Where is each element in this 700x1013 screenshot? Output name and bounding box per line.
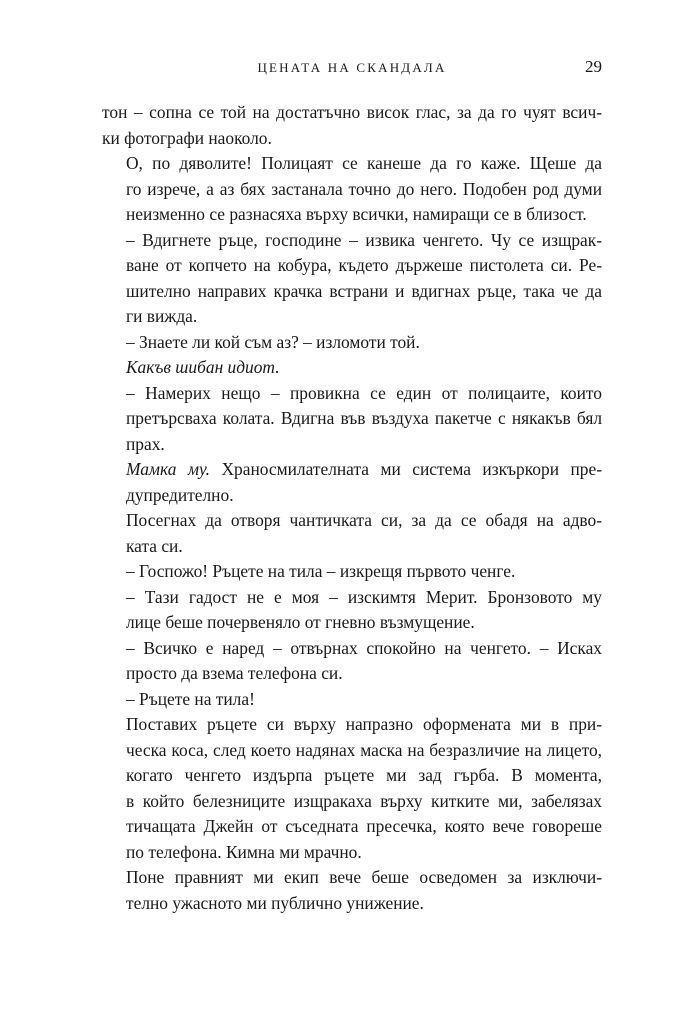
text-line: ката си. — [126, 535, 183, 556]
paragraph — [102, 381, 602, 458]
italic-thought: Какъв шибан идиот. — [126, 357, 280, 377]
italic-thought: Мамка му. — [126, 459, 210, 479]
text-line: в който белезниците изщракаха върху китките ми, забелязах — [126, 790, 602, 811]
text-line: ване от копчето на кобура, където държеше пистолета си. Ре- — [126, 255, 602, 275]
text-line — [102, 355, 602, 381]
text-line: го изрече, а аз бях застанала точно до него. Подобен род думи — [126, 178, 602, 199]
paragraph — [102, 636, 602, 687]
paragraph — [102, 355, 602, 381]
text-line: неизменно се разнасяха върху всички, намиращи се в близост. — [126, 204, 587, 224]
text-line: Посегнах да отворя чантичката си, за да се обадя на адво- — [126, 510, 602, 530]
text-line: – Намерих нещо – провикна се един от полицаите, които — [126, 382, 602, 403]
text-line: – Знаете ли кой съм аз? – изломоти той. — [126, 331, 420, 352]
paragraph — [102, 585, 602, 636]
text-line: телно ужасното ми публично унижение. — [126, 892, 424, 913]
paragraph — [102, 687, 602, 713]
text-line: просто да взема телефона си. — [126, 663, 343, 683]
text-line: – Госпожо! Ръцете на тила – изкрещя първото ченге. — [126, 561, 516, 581]
text-line: лице беше почервеняло от гневно възмущение. — [126, 612, 475, 632]
text-line: ги вижда. — [126, 306, 198, 326]
text-line: – Вдигнете ръце, господине – извика ченгето. Чу се изщрак- — [126, 229, 602, 250]
text-line: О, по дяволите! Полицаят се канеше да го каже. Щеше да — [126, 153, 602, 173]
text-line: – Ръцете на тила! — [126, 688, 255, 709]
text-line: – Тази гадост не е моя – изскимтя Мерит. Бронзовото му — [126, 586, 602, 607]
text-line: когато ченгето издърпа ръцете ми зад гърба. В момента, — [126, 765, 602, 785]
text-line: тон – сопна се той на достатъчно висок глас, за да го чуят всич- — [102, 102, 602, 122]
running-header — [102, 58, 602, 82]
paragraph — [102, 457, 602, 508]
paragraph — [102, 865, 602, 916]
text-run: Храносмилателната ми система изкъркори пре- — [210, 459, 602, 479]
paragraph — [102, 559, 602, 585]
paragraph — [102, 712, 602, 865]
paragraph — [102, 100, 602, 151]
paragraph — [102, 151, 602, 228]
text-line: Поставих ръцете си върху напразно оформената ми в при- — [126, 714, 602, 734]
text-line: ческа коса, след което надянах маска на безразличие на лицето, — [126, 739, 602, 760]
paragraph — [102, 508, 602, 559]
text-line: Поне правният ми екип вече беше осведомен за изключи- — [126, 867, 602, 887]
text-line — [102, 457, 602, 483]
page-number: 29 — [585, 57, 602, 76]
text-line: шително направих крачка встрани и вдигнах ръце, така че да — [126, 280, 602, 301]
running-title: ЦЕНАТА НА СКАНДАЛА — [257, 60, 447, 75]
paragraph — [102, 228, 602, 330]
text-line: – Всичко е наред – отвърнах спокойно на ченгето. – Исках — [126, 637, 602, 658]
paragraph — [102, 330, 602, 356]
text-line: тичащата Джейн от съседната пресечка, която вече говореше — [126, 816, 602, 836]
text-line: претърсваха колата. Вдигна във въздуха пакетче с някакъв бял — [126, 408, 602, 428]
text-line: прах. — [126, 433, 165, 454]
text-line: по телефона. Кимна ми мрачно. — [126, 841, 362, 862]
text-line: ки фотографи наоколо. — [102, 127, 272, 148]
text-line: дупредително. — [126, 484, 234, 505]
body-text — [102, 100, 602, 916]
